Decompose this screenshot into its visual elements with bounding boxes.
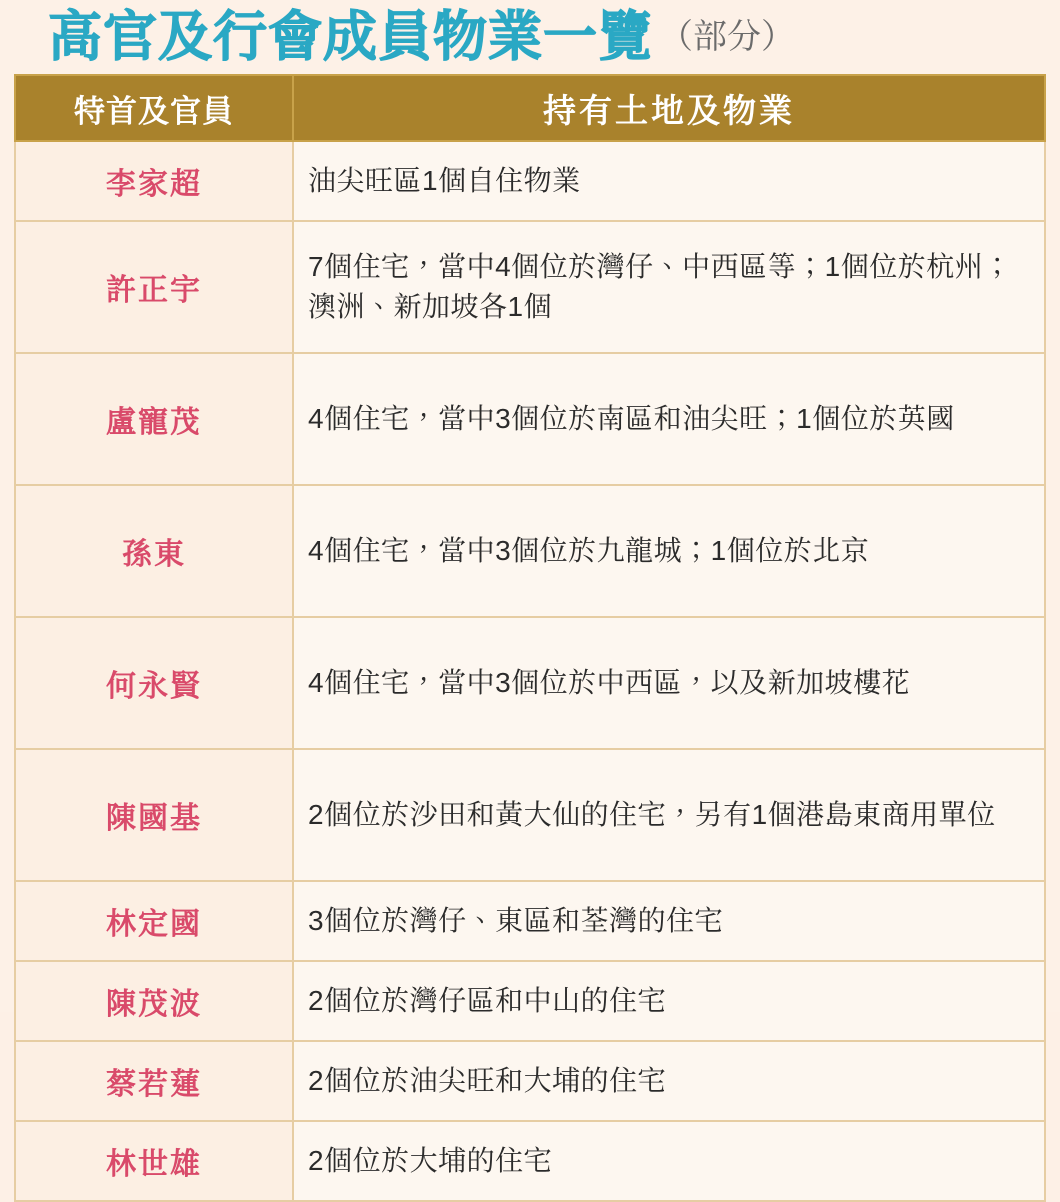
table-row bbox=[15, 221, 1045, 353]
official-name: 林定國 bbox=[15, 881, 293, 961]
table-row bbox=[15, 617, 1045, 749]
table-header-row bbox=[15, 75, 1045, 141]
table-row bbox=[15, 141, 1045, 221]
column-header-official: 特首及官員 bbox=[15, 75, 293, 141]
property-description: 3個位於灣仔、東區和荃灣的住宅 bbox=[293, 881, 1045, 961]
title-main-text: 高官及行會成員物業一覽 bbox=[48, 7, 653, 67]
official-name: 陳茂波 bbox=[15, 961, 293, 1041]
page-title bbox=[14, 0, 1046, 74]
table-row bbox=[15, 1041, 1045, 1121]
official-name: 何永賢 bbox=[15, 617, 293, 749]
official-name: 李家超 bbox=[15, 141, 293, 221]
property-description: 2個位於大埔的住宅 bbox=[293, 1121, 1045, 1201]
table-header bbox=[15, 75, 1045, 141]
table-row bbox=[15, 749, 1045, 881]
official-name: 孫東 bbox=[15, 485, 293, 617]
official-name: 盧寵茂 bbox=[15, 353, 293, 485]
official-name: 許正宇 bbox=[15, 221, 293, 353]
table-row bbox=[15, 485, 1045, 617]
property-description: 4個住宅，當中3個位於中西區，以及新加坡樓花 bbox=[293, 617, 1045, 749]
property-table bbox=[14, 74, 1046, 1202]
property-description: 2個位於沙田和黃大仙的住宅，另有1個港島東商用單位 bbox=[293, 749, 1045, 881]
official-name: 蔡若蓮 bbox=[15, 1041, 293, 1121]
table-row bbox=[15, 353, 1045, 485]
property-description: 油尖旺區1個自住物業 bbox=[293, 141, 1045, 221]
official-name: 林世雄 bbox=[15, 1121, 293, 1201]
property-description: 2個位於油尖旺和大埔的住宅 bbox=[293, 1041, 1045, 1121]
official-name: 陳國基 bbox=[15, 749, 293, 881]
table-row bbox=[15, 1121, 1045, 1201]
property-description: 7個住宅，當中4個位於灣仔、中西區等；1個位於杭州；澳洲、新加坡各1個 bbox=[293, 221, 1045, 353]
column-header-property: 持有土地及物業 bbox=[293, 75, 1045, 141]
table-body bbox=[15, 141, 1045, 1201]
property-description: 4個住宅，當中3個位於南區和油尖旺；1個位於英國 bbox=[293, 353, 1045, 485]
title-suffix-text: （部分） bbox=[659, 18, 795, 56]
property-description: 4個住宅，當中3個位於九龍城；1個位於北京 bbox=[293, 485, 1045, 617]
table-row bbox=[15, 881, 1045, 961]
table-row bbox=[15, 961, 1045, 1041]
property-description: 2個位於灣仔區和中山的住宅 bbox=[293, 961, 1045, 1041]
